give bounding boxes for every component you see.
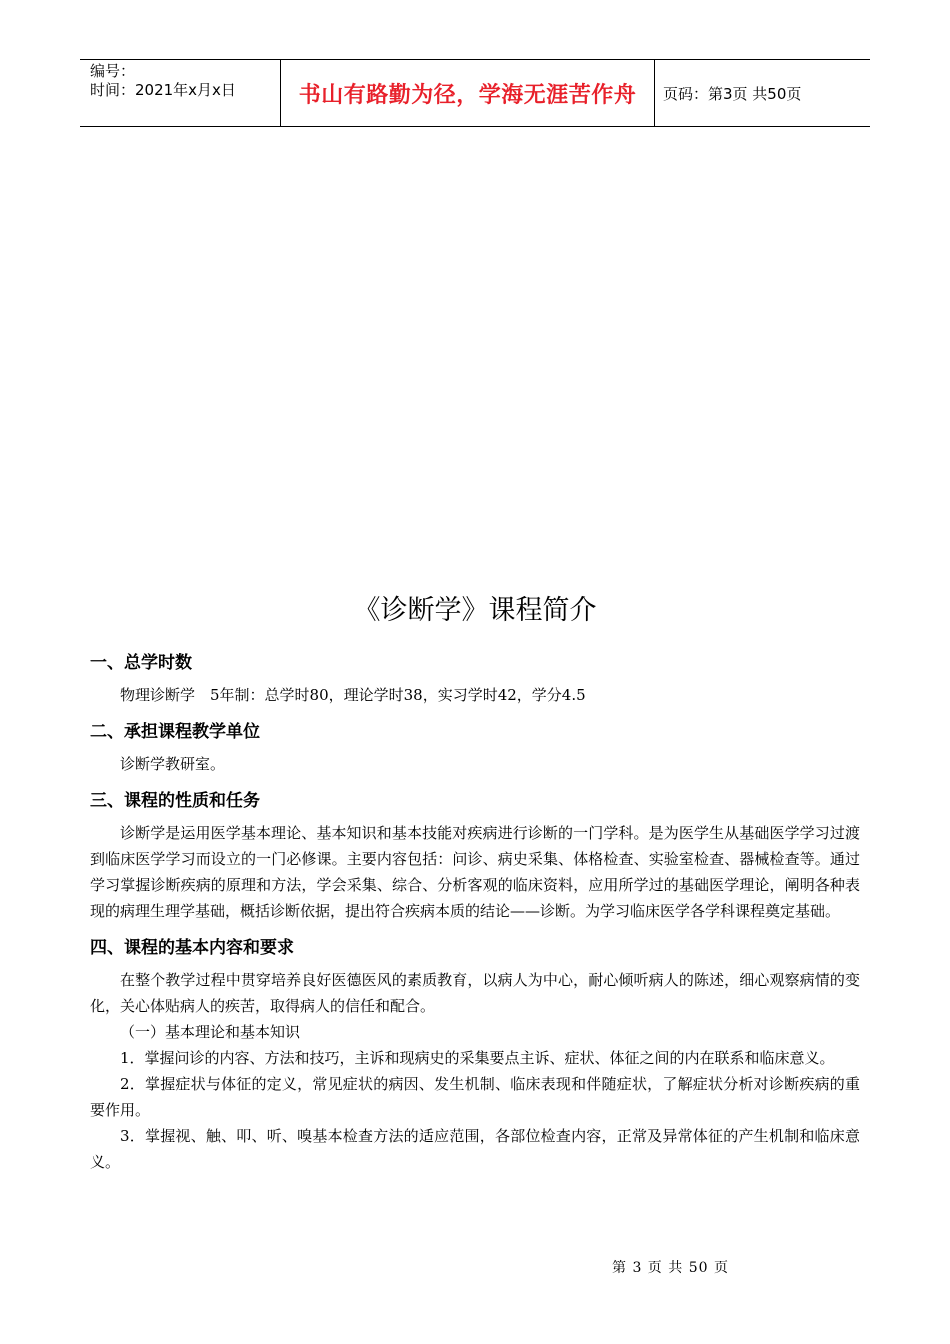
section-heading: 四、课程的基本内容和要求	[90, 938, 294, 958]
header-table	[80, 59, 870, 127]
page-footer: 第 3 页 共 50 页	[612, 1260, 729, 1276]
document-body	[90, 648, 860, 1175]
section-heading: 三、课程的性质和任务	[90, 791, 260, 811]
paragraph: 诊断学是运用医学基本理论、基本知识和基本技能对疾病进行诊断的一门学科。是为医学生从基础医学学习过渡到临床医学学习而设立的一门必修课。主要内容包括：问诊、病史采集、体格检查、实验室检查、器械检查等。通过学习掌握诊断疾病的原理和方法，学会采集、综合、分析客观的临床资料，应用所学过的基础医学理论，阐明各种表现的病理生理学基础，概括诊断依据，提出符合疾病本质的结论——诊断。为学习临床医学各学科课程奠定基础。	[90, 824, 860, 920]
paragraph: 在整个教学过程中贯穿培养良好医德医风的素质教育，以病人为中心，耐心倾听病人的陈述，细心观察病情的变化，关心体贴病人的疾苦，取得病人的信任和配合。	[90, 971, 860, 1015]
paragraph: 1．掌握问诊的内容、方法和技巧，主诉和现病史的采集要点主诉、症状、体征之间的内在联系和临床意义。	[120, 1049, 835, 1067]
paragraph: 物理诊断学 5年制：总学时80，理论学时38，实习学时42，学分4.5	[120, 686, 586, 704]
paragraph: 3．掌握视、触、叩、听、嗅基本检查方法的适应范围，各部位检查内容，正常及异常体征的产生机制和临床意义。	[90, 1127, 860, 1171]
paragraph: 诊断学教研室。	[120, 755, 226, 773]
section-heading: 二、承担课程教学单位	[90, 722, 260, 742]
paragraph: （一）基本理论和基本知识	[120, 1023, 301, 1041]
header-page-info: 页码：第3页 共50页	[663, 84, 802, 103]
document-number-label: 编号：	[90, 62, 136, 80]
paragraph: 2．掌握症状与体征的定义，常见症状的病因、发生机制、临床表现和伴随症状，了解症状分析对诊断疾病的重要作用。	[90, 1075, 860, 1119]
section-heading: 一、总学时数	[90, 653, 192, 673]
document-time-label: 时间：2021年x月x日	[90, 81, 236, 99]
header-left-cell	[80, 60, 281, 126]
header-motto: 书山有路勤为径，学海无涯苦作舟	[281, 60, 655, 126]
page-title: 《诊断学》课程简介	[353, 595, 597, 626]
